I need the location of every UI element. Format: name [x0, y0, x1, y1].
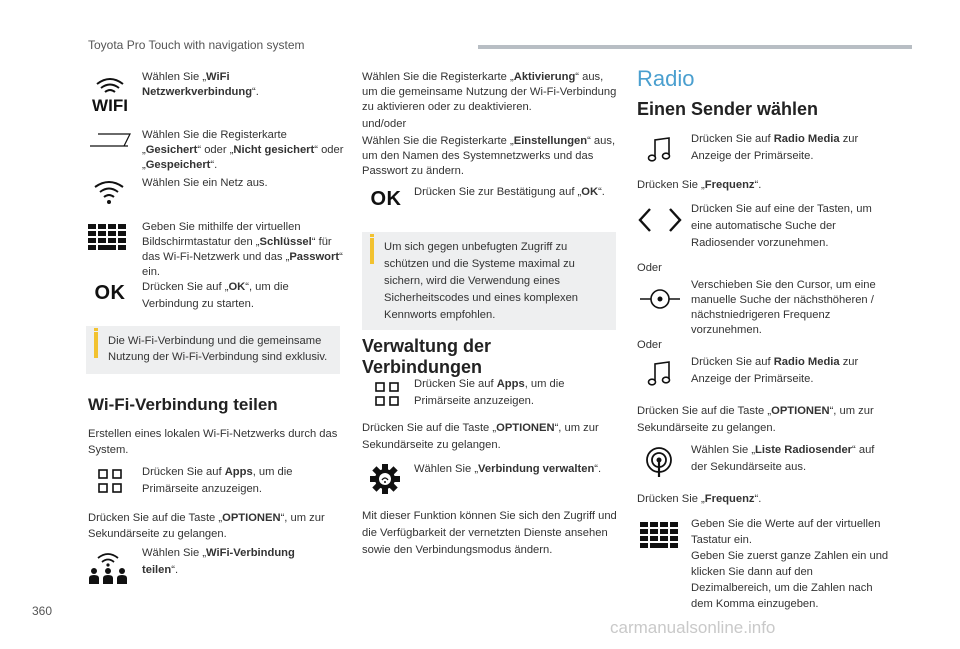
- info-box-security: [362, 232, 616, 330]
- step-auto-search: Drücken Sie auf eine der Tasten, um eine automatische Suche der Radiosender vorzunehmen.: [691, 203, 872, 249]
- page-title-radio: Radio: [637, 66, 695, 91]
- keyboard-icon: [640, 522, 680, 550]
- paragraph-frequency: Drücken Sie „Frequenz“.: [637, 493, 762, 505]
- apps-grid-icon: [97, 468, 123, 494]
- cursor-slider-icon: [638, 286, 682, 312]
- section-heading-connections: Verwaltung der Verbindungen: [362, 336, 492, 377]
- step-enter-values: Geben Sie die Werte auf der virtuellen Tastatur ein. Geben Sie zuerst ganze Zahlen ein und klicken Sie dann auf den Dezimalbereich, um die Zahlen nach dem Komma einzugeben.: [691, 518, 889, 610]
- step-select-network: Wählen Sie ein Netz aus.: [142, 177, 268, 189]
- keyboard-icon: [88, 224, 128, 252]
- prev-next-icon: [638, 206, 682, 234]
- step-confirm-ok: Drücken Sie zur Bestätigung auf „OK“.: [414, 186, 605, 198]
- info-text: Die Wi-Fi-Verbindung und die gemeinsame Nutzung der Wi-Fi-Verbindung sind exklusiv.: [108, 335, 328, 363]
- step-press-radio-media: Drücken Sie auf Radio Media zur Anzeige der Primärseite.: [691, 356, 859, 385]
- step-press-ok: Drücken Sie auf „OK“, um die Verbindung zu starten.: [142, 281, 289, 310]
- step-enter-key: Geben Sie mithilfe der virtuellen Bildschirmtastatur den „Schlüssel“ für das Wi-Fi-Netzwerk und das „Passwort“ ein.: [142, 221, 343, 278]
- radio-antenna-icon: [644, 446, 674, 478]
- network-settings-icon: [368, 462, 402, 496]
- watermark: carmanualsonline.info: [610, 618, 776, 637]
- section-heading-select-station: Einen Sender wählen: [637, 99, 819, 119]
- paragraph-options: Drücken Sie auf die Taste „OPTIONEN“, um zur Sekundärseite zu gelangen.: [88, 512, 325, 540]
- tab-bar-icon: [88, 132, 132, 150]
- paragraph-activation: Wählen Sie die Registerkarte „Aktivierung“ aus, um die gemeinsame Nutzung der Wi-Fi-Verbindung zu aktivieren oder zu deaktivieren.: [362, 71, 617, 113]
- section-heading-wifi-share: Wi-Fi-Verbindung teilen: [88, 395, 278, 414]
- apps-grid-icon: [374, 381, 400, 407]
- step-manual-search: Verschieben Sie den Cursor, um eine manuelle Suche der nächsthöheren / nächstniedrigeren Frequenz vorzunehmen.: [691, 279, 876, 336]
- wifi-signal-icon: [92, 178, 126, 208]
- music-note-icon: [645, 360, 673, 388]
- step-select-wifi: Wählen Sie „WiFi Netzwerkverbindung“.: [142, 71, 259, 98]
- paragraph-and-or: und/oder: [362, 118, 407, 130]
- step-press-radio-media: Drücken Sie auf Radio Media zur Anzeige der Primärseite.: [691, 133, 859, 162]
- step-press-apps: Drücken Sie auf Apps, um die Primärseite anzuzeigen.: [142, 466, 293, 495]
- paragraph-function: Mit dieser Funktion können Sie sich den Zugriff und die Verfügbarkeit der vernetzten Dienste ansehen sowie den Verbindungsmodus ändern.: [362, 510, 617, 556]
- paragraph-options: Drücken Sie auf die Taste „OPTIONEN“, um zur Sekundärseite zu gelangen.: [362, 422, 599, 451]
- label-oder: Oder: [637, 339, 662, 351]
- info-icon: [370, 234, 374, 237]
- paragraph-frequency: Drücken Sie „Frequenz“.: [637, 179, 762, 191]
- wifi-share-icon: [88, 550, 128, 586]
- step-press-apps: Drücken Sie auf Apps, um die Primärseite anzuzeigen.: [414, 378, 565, 407]
- paragraph: Erstellen eines lokalen Wi-Fi-Netzwerks durch das System.: [88, 428, 338, 456]
- music-note-icon: [645, 136, 673, 164]
- paragraph-options: Drücken Sie auf die Taste „OPTIONEN“, um zur Sekundärseite zu gelangen.: [637, 405, 874, 434]
- running-header: Toyota Pro Touch with navigation system: [88, 38, 305, 52]
- info-box-exclusive: [86, 326, 340, 374]
- info-icon: [94, 328, 98, 331]
- step-manage-connection: Wählen Sie „Verbindung verwalten“.: [414, 463, 602, 475]
- page-number: 360: [32, 604, 53, 618]
- step-station-list: Wählen Sie „Liste Radiosender“ auf der Sekundärseite aus.: [691, 444, 875, 473]
- step-select-tab: Wählen Sie die Registerkarte „Gesichert“ oder „Nicht gesichert“ oder „Gespeichert“.: [142, 129, 344, 171]
- header-rule: [478, 45, 912, 49]
- ok-icon: OK: [370, 187, 402, 210]
- label-oder: Oder: [637, 262, 662, 274]
- paragraph-settings: Wählen Sie die Registerkarte „Einstellungen“ aus, um den Namen des Systemnetzwerks und das Passwort zu ändern.: [362, 135, 616, 177]
- step-select-wifi-share: Wählen Sie „WiFi-Verbindung teilen“.: [142, 547, 295, 576]
- info-text: Um sich gegen unbefugten Zugriff zu schützen und die Systeme maximal zu sichern, wird die Verwendung eines Sicherheitscodes und eines komplexen Kennworts empfohlen.: [384, 241, 579, 321]
- ok-icon: OK: [94, 281, 126, 304]
- wifi-icon: [88, 70, 132, 114]
- svg-text:WIFI: WIFI: [92, 96, 128, 114]
